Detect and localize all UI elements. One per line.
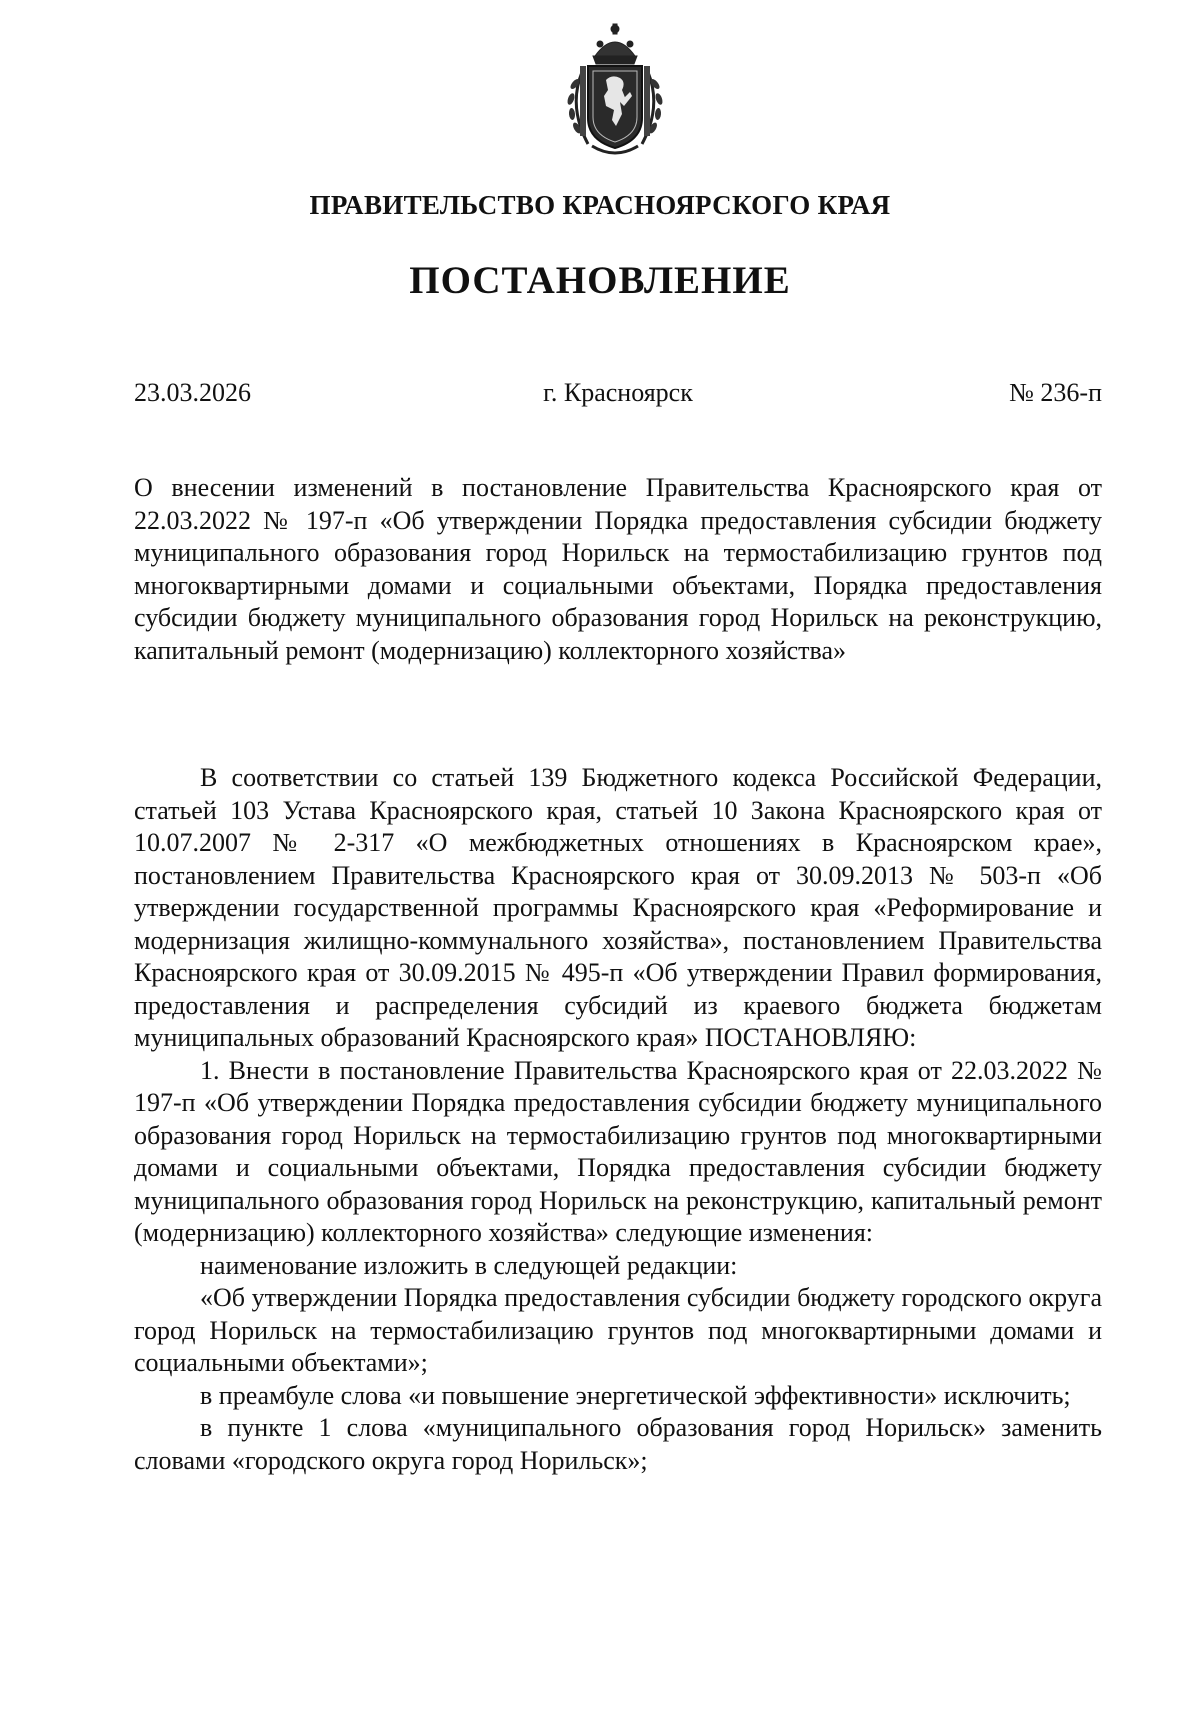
item-1-paragraph: 1. Внести в постановление Правительства Красноярского края от 22.03.2022 № 197-п «Об утверждении Порядка предоставления субсидии бюджету муниципального образования город Норильск на термостабилизацию грунтов под многоквартирными домами и социальными объектами, Порядка предоставления субсидии бюджету муниципального образования город Норильск на реконструкцию, капитальный ремонт (модернизацию) коллекторного хозяйства» следующие изменения: <box>134 1055 1102 1247</box>
document-city: г. Красноярск <box>543 378 693 407</box>
document-title-text: О внесении изменений в постановление Правительства Красноярского края от 22.03.2022 № 197-п «Об утверждении Порядка предоставления субсидии бюджету муниципального образования город Норильск на термостабилизацию грунтов под многоквартирными домами и социальными объектами, Порядка предоставления субсидии бюджету муниципального образования город Норильск на реконструкцию, капитальный ремонт (модернизацию) коллекторного хозяйства» <box>134 473 1102 665</box>
document-number: № 236-п <box>1009 378 1102 407</box>
krasnoyarsk-coat-of-arms-icon <box>560 22 670 160</box>
change-item-1-paragraph: в пункте 1 слова «муниципального образования город Норильск» заменить словами «городского округа город Норильск»; <box>134 1413 1102 1475</box>
change-name-paragraph: наименование изложить в следующей редакции: <box>200 1250 738 1280</box>
document-date: 23.03.2026 <box>134 378 251 407</box>
organization-title: ПРАВИТЕЛЬСТВО КРАСНОЯРСКОГО КРАЯ <box>309 190 891 220</box>
preamble-paragraph: В соответствии со статьей 139 Бюджетного кодекса Российской Федерации, статьей 103 Устава Красноярского края, статьей 10 Закона Красноярского края от 10.07.2007 № 2-317 «О межбюджетных отношениях в Красноярском крае», постановлением Правительства Красноярского края от 30.09.2013 № 503-п «Об утверждении государственной программы Красноярского края «Реформирование и модернизация жилищно-коммунального хозяйства», постановлением Правительства Красноярского края от 30.09.2015 № 495-п «Об утверждении Правил формирования, предоставления и распределения субсидий из краевого бюджета бюджетам муниципальных образований Красноярского края» ПОСТАНОВЛЯЮ: <box>134 763 1102 1052</box>
change-name-text-paragraph: «Об утверждении Порядка предоставления субсидии бюджету городского округа город Норильск на термостабилизацию грунтов под многоквартирными домами и социальными объектами»; <box>134 1283 1102 1377</box>
document-type-title: ПОСТАНОВЛЕНИЕ <box>409 259 791 302</box>
document-heading <box>134 472 1102 667</box>
document-meta-row <box>134 378 1102 412</box>
change-preamble-paragraph: в преамбуле слова «и повышение энергетической эффективности» исключить; <box>200 1380 1071 1410</box>
document-body <box>134 762 1102 1477</box>
